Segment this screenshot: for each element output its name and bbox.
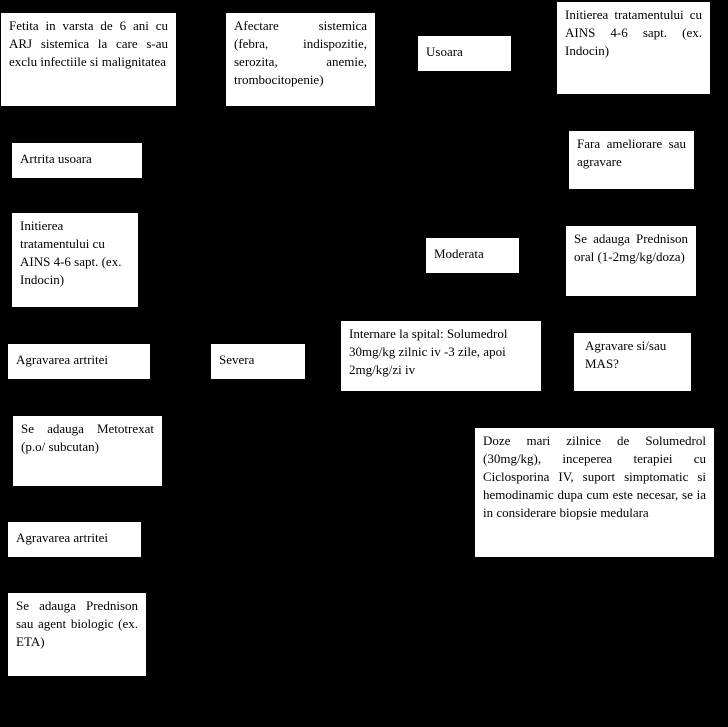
box-mild-text: Usoara: [426, 44, 463, 59]
box-high-dose-text: Doze mari zilnice de Solumedrol (30mg/kg), inceperea terapiei cu Ciclosporina IV, suport simptomatic si hemodinamic dupa cum este necesar, se ia in considerare biopsie medulara: [483, 433, 706, 520]
box-biologic-text: Se adauga Prednison sau agent biologic (ex. ETA): [16, 598, 138, 649]
box-mild-arthritis-text: Artrita usoara: [20, 151, 92, 166]
box-nsaid-top: [557, 2, 710, 94]
box-worsening-arthritis-2-text: Agravarea artritei: [16, 530, 109, 545]
box-prednisone-oral: [566, 226, 696, 296]
box-nsaid-left: [12, 213, 138, 307]
box-biologic: [8, 593, 146, 676]
box-systemic-text: Afectare sistemica (febra, indispozitie, serozita, anemie, trombocitopenie): [234, 18, 367, 87]
box-high-dose: [475, 428, 714, 557]
box-no-improvement: [569, 131, 694, 189]
box-mas-text: Agravare si/sau MAS?: [585, 338, 667, 371]
box-no-improvement-text: Fara ameliorare sau agravare: [577, 136, 686, 169]
box-severe: [211, 344, 305, 379]
box-systemic: [226, 13, 375, 106]
box-worsening-arthritis-2: [8, 522, 141, 557]
box-severe-text: Severa: [219, 352, 255, 367]
box-hospital-text: Internare la spital: Solumedrol 30mg/kg zilnic iv -3 zile, apoi 2mg/kg/zi iv: [349, 326, 508, 377]
box-methotrexate: [13, 416, 162, 486]
box-hospital: [341, 321, 541, 391]
box-prednisone-oral-text: Se adauga Prednison oral (1-2mg/kg/doza): [574, 231, 688, 264]
box-mild: [418, 36, 511, 71]
box-nsaid-top-text: Initierea tratamentului cu AINS 4-6 sapt. (ex. Indocin): [565, 7, 702, 58]
box-patient-text: Fetita in varsta de 6 ani cu ARJ sistemica la care s-au exclu infectiile si malignitatea: [9, 18, 168, 69]
box-moderate: [426, 238, 519, 273]
box-nsaid-left-text: Initierea tratamentului cu AINS 4-6 sapt. (ex. Indocin): [20, 218, 122, 287]
box-worsening-arthritis-1: [8, 344, 150, 379]
box-mild-arthritis: [12, 143, 142, 178]
box-mas: [574, 333, 691, 391]
box-patient: [1, 13, 176, 106]
box-moderate-text: Moderata: [434, 246, 484, 261]
box-worsening-arthritis-1-text: Agravarea artritei: [16, 352, 109, 367]
box-methotrexate-text: Se adauga Metotrexat (p.o/ subcutan): [21, 421, 154, 454]
